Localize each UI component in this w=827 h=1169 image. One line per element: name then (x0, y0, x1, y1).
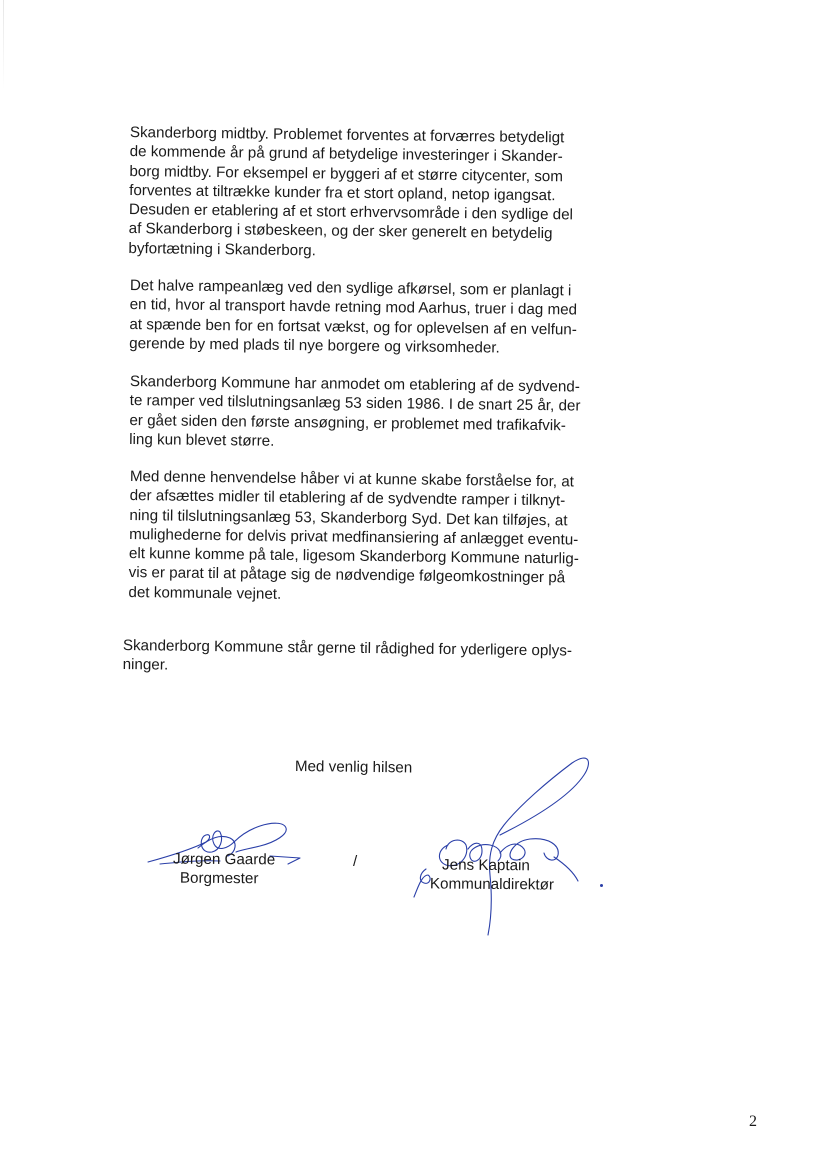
signatory-title: Borgmester (179, 869, 259, 888)
text-line: te ramper ved tilslutningsanlæg 53 siden 1986. I de snart 25 år, der (129, 392, 581, 415)
closing-salutation: Med venlig hilsen (294, 758, 413, 777)
text-line: Med denne henvendelse håber vi at kunne skabe forståelse for, at (129, 467, 575, 491)
ink-dot (600, 884, 603, 887)
text-line: elt kunne komme på tale, ligesom Skanderborg Kommune naturlig- (128, 545, 579, 568)
text-line: der afsættes midler til etablering af de sydvendte ramper i tilknyt- (129, 487, 566, 510)
signatory-separator: / (353, 853, 358, 870)
text-line: Det halve rampeanlæg ved den sydlige afkørsel, som er planlagt i (129, 276, 572, 300)
paragraph-ramp-problem (129, 276, 640, 359)
text-line: mulighederne for delvis privat medfinansiering af anlægget eventu- (129, 525, 579, 549)
scan-edge-shadow (3, 0, 4, 90)
page-number: 2 (749, 1113, 757, 1130)
text-line: af Skanderborg i støbeskeen, og der sker generelt en betydelig (128, 220, 553, 243)
text-line: at spænde ben for en fortsat vækst, og for oplevelsen af en velfun- (129, 315, 577, 339)
paragraph-funding-request (128, 467, 640, 608)
text-line: det kommunale vejnet. (128, 583, 282, 603)
paragraph-contact-offer (123, 636, 633, 681)
director-signature-image (408, 745, 593, 940)
text-line: Desuden er etablering af et stort erhvervsområde i den sydlige del (128, 201, 574, 224)
paragraph-request-history (129, 372, 640, 455)
text-line: Skanderborg Kommune står gerne til rådighed for yderligere oplys- (122, 636, 573, 660)
text-line: forventes at tiltrække kunder fra et stort opland, netop igangsat. (129, 181, 556, 205)
text-line: Skanderborg Kommune har anmodet om etablering af de sydvend- (129, 372, 580, 396)
text-line: gerende by med plads til nye borgere og virksomheder. (129, 334, 500, 357)
text-line: Skanderborg midtby. Problemet forventes at forværres betydeligt (129, 123, 565, 147)
signatory-director (429, 856, 555, 895)
signatory-name: Jørgen Gaarde (173, 850, 276, 869)
text-line: byfortætning i Skanderborg. (128, 239, 316, 260)
text-line: en tid, hvor al transport havde retning mod Aarhus, truer i dag med (129, 296, 578, 319)
text-line: de kommende år på grund af betydelige investeringer i Skander- (129, 143, 563, 166)
text-line: borg midtby. For eksempel er byggeri af et større citycenter, som (129, 162, 564, 185)
text-line: ning til tilslutningsanlæg 53, Skanderborg Syd. Det kan tilføjes, at (129, 506, 568, 529)
text-line: ninger. (122, 656, 169, 674)
signatory-mayor (173, 850, 275, 889)
paragraph-city-growth (128, 123, 640, 264)
signatory-name: Jens Kaptain (442, 856, 530, 875)
text-line: er gået siden den første ansøgning, er problemet med trafikafvik- (129, 411, 566, 434)
signatory-title: Kommunaldirektør (429, 875, 555, 894)
text-line: ling kun blevet større. (129, 430, 275, 450)
text-line: vis er parat til at påtage sig de nødvendige følgeomkostninger på (128, 564, 566, 587)
